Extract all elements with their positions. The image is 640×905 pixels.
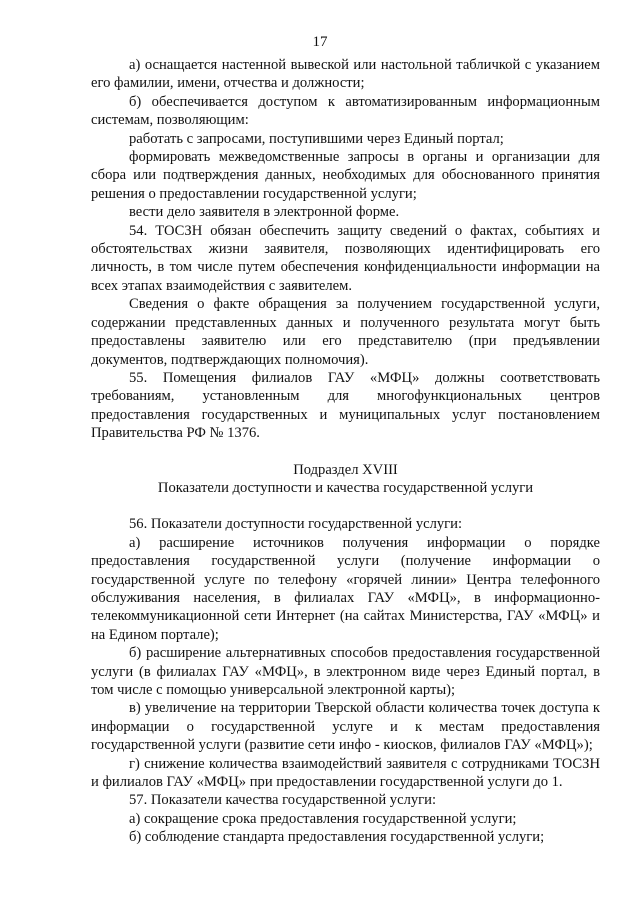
paragraph: б) соблюдение стандарта предоставления государственной услуги; [129,829,545,846]
paragraph: б) расширение альтернативных способов предоставления государственной услуги (в филиалах ГАУ «МФЦ», в электронном виде через Единый портал, в том числе с помощью универсальной электронной карты); [91,645,600,698]
section-subtitle: Показатели доступности и качества государственной услуги [157,479,534,496]
paragraph: работать с запросами, поступившими через Единый портал; [129,130,504,147]
paragraph: а) оснащается настенной вывеской или настольной табличкой с указанием его фамилии, имени, отчества и должности; [91,57,600,92]
paragraph: г) снижение количества взаимодействий заявителя с сотрудниками ТОСЗН и филиалов ГАУ «МФЦ» при предоставлении государственной услуги до 1. [91,755,600,791]
page-number: 17 [312,34,328,50]
paragraph: вести дело заявителя в электронной форме. [129,204,400,221]
paragraph: 57. Показатели качества государственной услуги: [129,792,437,809]
section-title: Подраздел XVIII [293,461,398,478]
paragraph: формировать межведомственные запросы в органы и организации для сбора или подтверждения данных, необходимых для обоснованного принятия решения о предоставлении государственной услуги; [91,149,600,202]
paragraph: а) сокращение срока предоставления государственной услуги; [129,810,517,827]
paragraph: а) расширение источников получения информации о порядке предоставления государственной услуги (получение информации о государственной услуге по телефону «горячей линии» Центра телефонного обслуживания населения, в филиалах ГАУ «МФЦ», в информационно-телекоммуникационной сети Интернет (на сайтах Министерства, ГАУ «МФЦ» и на Едином портале); [91,534,600,643]
paragraph: в) увеличение на территории Тверской области количества точек доступа к информации о государственной услуге и к местам предоставления государственной услуги (развитие сети инфо - киосков, филиалов ГАУ «МФЦ»); [91,700,600,754]
paragraph: Сведения о факте обращения за получением государственной услуги, содержании представленных данных и полученного результата могут быть предоставлены заявителю или его представителю (при предъявлении документов, подтверждающих полномочия). [91,296,600,368]
paragraph: 55. Помещения филиалов ГАУ «МФЦ» должны соответствовать требованиям, установленным для многофункциональных центров предоставления государственных и муниципальных услуг постановлением Правительства РФ № 1376. [91,369,600,442]
document-body [91,56,600,847]
paragraph: 54. ТОСЗН обязан обеспечить защиту сведений о фактах, событиях и обстоятельствах жизни заявителя, позволяющих идентифицировать его личность, в том числе путем обеспечения конфиденциальности информации на всех этапах взаимодействия с заявителем. [91,222,600,294]
paragraph: б) обеспечивается доступом к автоматизированным информационным системам, позволяющим: [91,93,600,129]
paragraph: 56. Показатели доступности государственной услуги: [129,516,463,533]
